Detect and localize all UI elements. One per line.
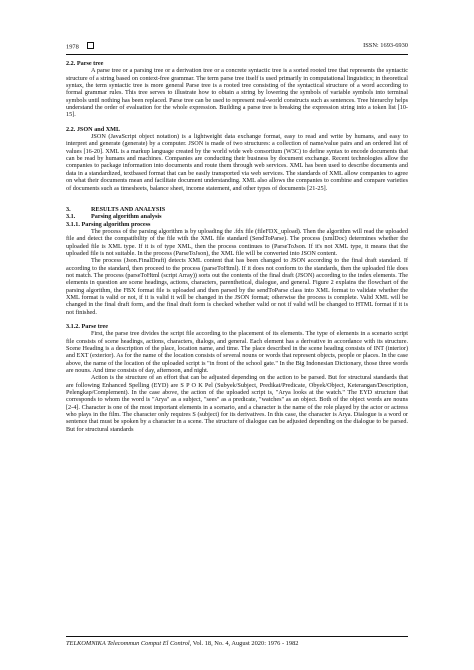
header-issn: ISSN: 1693-6930: [363, 42, 408, 49]
page-number: 1978: [66, 43, 79, 51]
paragraph-3-1-2-b: Action is the structure of an effort that can be adjusted depending on the action to be parsed. But for structural standards that are following Enhanced Spelling (EYD) are S P O K Pel (Subyek/Subject, Predikat/Predicate, Obyek/Object, Keterangan/Description, Pelengkap/Complement). In the case above, the action of the uploaded script is, "Arya looks at the watch." The EYD structure that corresponds to whom the word is "Arya" as a subject, "sees" as a predicate, "watches" as an object. Both of the object words are nouns [2-4]. Character is one of the most important elements in a scenario, and a character is the name of the role played by the actor or actress who plays in the film. The character only requires S (subject) for its derivatives. In this case, the character is Arya. Dialogue is a word or sentence that must be spoken by a character in a scene. The structure of dialogue can be adjusted depending on the dialogue to be parsed. But for structural standards: [66, 374, 408, 433]
running-footer: [66, 640, 298, 647]
header-rule: [66, 54, 408, 55]
footer-rule: [66, 636, 408, 637]
footer-journal: TELKOMNIKA Telecommun Comput El Control: [66, 640, 190, 647]
paragraph-3-1-1-a: The process of the parsing algorithm is by uploading the .fdx file (fileFDX_upload). Then the algorithm will read the uploaded file and detect the compatibility of the file with the XML file standard (SendToParse). The process (xmlDoc) determines whether the uploaded file is XML type. If it is of type XML, then the process continues to (ParseToJson. If it's not XML type, it means that the uploaded file is not suitable. In the process (ParseToJson), the XML file will be converted into JSON content.: [66, 227, 408, 257]
paragraph-json-xml: JSON (JavaScript object notation) is a lightweight data exchange format, easy to read and write by humans, and easy to interpret and generate (generate) by a computer. JSON is made of two structures: a collection of name/value pairs and an ordered list of values [16-20]. XML is a markup language created by the world wide web consortium (W3C) to define syntax to encode documents that can be read by humans and machines. Companies are conducting their business by document exchange. Recent technologies allow the companies to package information into documents and route them through web services. XML has been used to describe documents and data in a standardized, textbased format that can be easily transported via web services. The standards of XML allow companies to agree on what their documents mean and facilitate document understanding. XML also allows the companies to combine and compare varieties of documents such as timesheets, balance sheet, income statement, and other types of documents [21-25].: [66, 133, 408, 192]
section-number-results: 3.: [66, 205, 71, 213]
footer-citation: , Vol. 18, No. 4, August 2020: 1976 - 1982: [189, 640, 299, 647]
header-page-number: [66, 42, 94, 51]
section-heading-json-xml: 2.2. JSON and XML: [66, 125, 121, 133]
section-heading-3-1-1: 3.1.1. Parsing algorithm process: [66, 220, 151, 228]
section-heading-results: [66, 206, 408, 213]
paragraph-3-1-2-a: First, the parse tree divides the script file according to the placement of its elements. The type of elements in a scenario script file consists of scene headings, actions, characters, dialogs, and general. Each element has a derivative in accordance with its structure. Scene Heading is a description of the place, location name, and time. The place described in the scene heading consists of INT (interior) and EXT (exterior). As for the name of the location consists of several nouns or words that represent objects, people or places. In the case above, the name of the location of the uploaded script is "in front of the school gate." In the Big Indonesian Dictionary, those three words are nouns. And time consists of day, afternoon, and night.: [66, 330, 408, 375]
section-heading-3-1: [66, 213, 408, 220]
paragraph-3-1-1-b: The process (Json.FinalDraft) detects XML content that has been changed to JSON according to the final draft standard. If according to the standard, then proceed to the process (parseToHtml). If it does not conform to the standards, then the uploaded file does not match. The process (parseToHtml (script Array)) sorts out the contents of the final draft (JSON) according to the index elements. The elements in question are scene headings, actions, characters, parenthetical, dialogue, and general. Figure 2 explains the flowchart of the parsing algorithm, the FBX format file is uploaded and then parsed by the sendToParse class into XML format to validate whether the XML format is valid or not, if it is valid it will be changed in the JSON format; otherwise the process is complete. Valid XML will be changed in the final draft form, and the final draft form is checked whether valid or not if valid will be changed to HTML format if it is not finished.: [66, 257, 408, 316]
running-header: [66, 42, 408, 54]
body-text: [66, 60, 408, 433]
section-heading-3-1-2: 3.1.2. Parse tree: [66, 323, 108, 330]
section-title-3-1: Parsing algorithm analysis: [91, 213, 162, 221]
square-icon: [87, 42, 94, 49]
paragraph-parse-tree: A parse tree or a parsing tree or a derivation tree or a concrete syntactic tree is a sorted rooted tree that represents the syntactic structure of a string based on context-free grammar. The term parse tree itself is used primarily in computational linguistics; in theoretical syntax, the term syntactic tree is more general Parse tree is a rooted tree consisting of the syntactical structure of a word according to formal grammar rules. This tree serves to illustrate how to obtain a string by lowering the symbols of variable symbols into terminal symbols until nothing has been replaced. Parse tree can be used to represent real-world constructs such as sentences. Tree hierarchy helps understand the order of evaluation for the whole expression. Building a parse tree is breaking the expression string into a token list [10-15].: [66, 67, 408, 119]
section-number-3-1: 3.1.: [66, 213, 76, 221]
section-heading-parse-tree: 2.2. Parse tree: [66, 60, 104, 67]
section-title-results: RESULTS AND ANALYSIS: [91, 205, 166, 213]
